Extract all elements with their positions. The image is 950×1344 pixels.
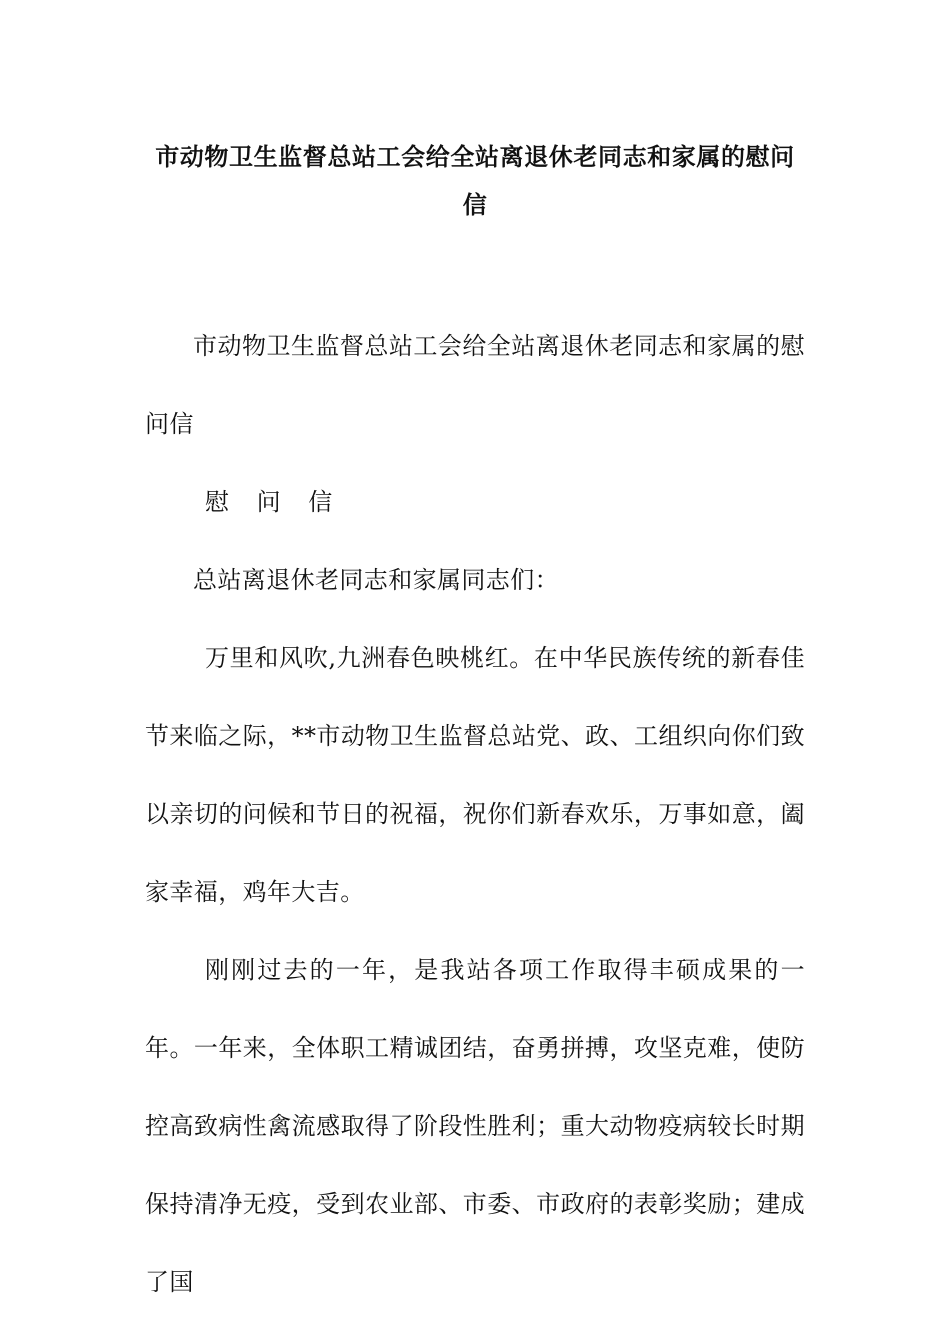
salutation: 总站离退休老同志和家属同志们： [193, 566, 559, 594]
body-paragraph-heading: 市动物卫生监督总站工会给全站离退休老同志和家属的慰问信 [145, 332, 805, 438]
body-paragraph-greeting: 万里和风吹,九洲春色映桃红。在中华民族传统的新春佳节来临之际，**市动物卫生监督总站党、政、工组织向你们致以亲切的问候和节日的祝福，祝你们新春欢乐，万事如意，阖家幸福，鸡年大吉。 [145, 644, 805, 906]
letter-heading: 慰 问 信 [205, 488, 343, 516]
document-body [145, 307, 805, 1321]
body-paragraph-review: 刚刚过去的一年，是我站各项工作取得丰硕成果的一年。一年来，全体职工精诚团结，奋勇拼搏，攻坚克难，使防控高致病性禽流感取得了阶段性胜利；重大动物疫病较长时期保持清净无疫，受到农业部、市委、市政府的表彰奖励；建成了国 [145, 956, 805, 1296]
document-title: 市动物卫生监督总站工会给全站离退休老同志和家属的慰问信 [155, 143, 795, 219]
